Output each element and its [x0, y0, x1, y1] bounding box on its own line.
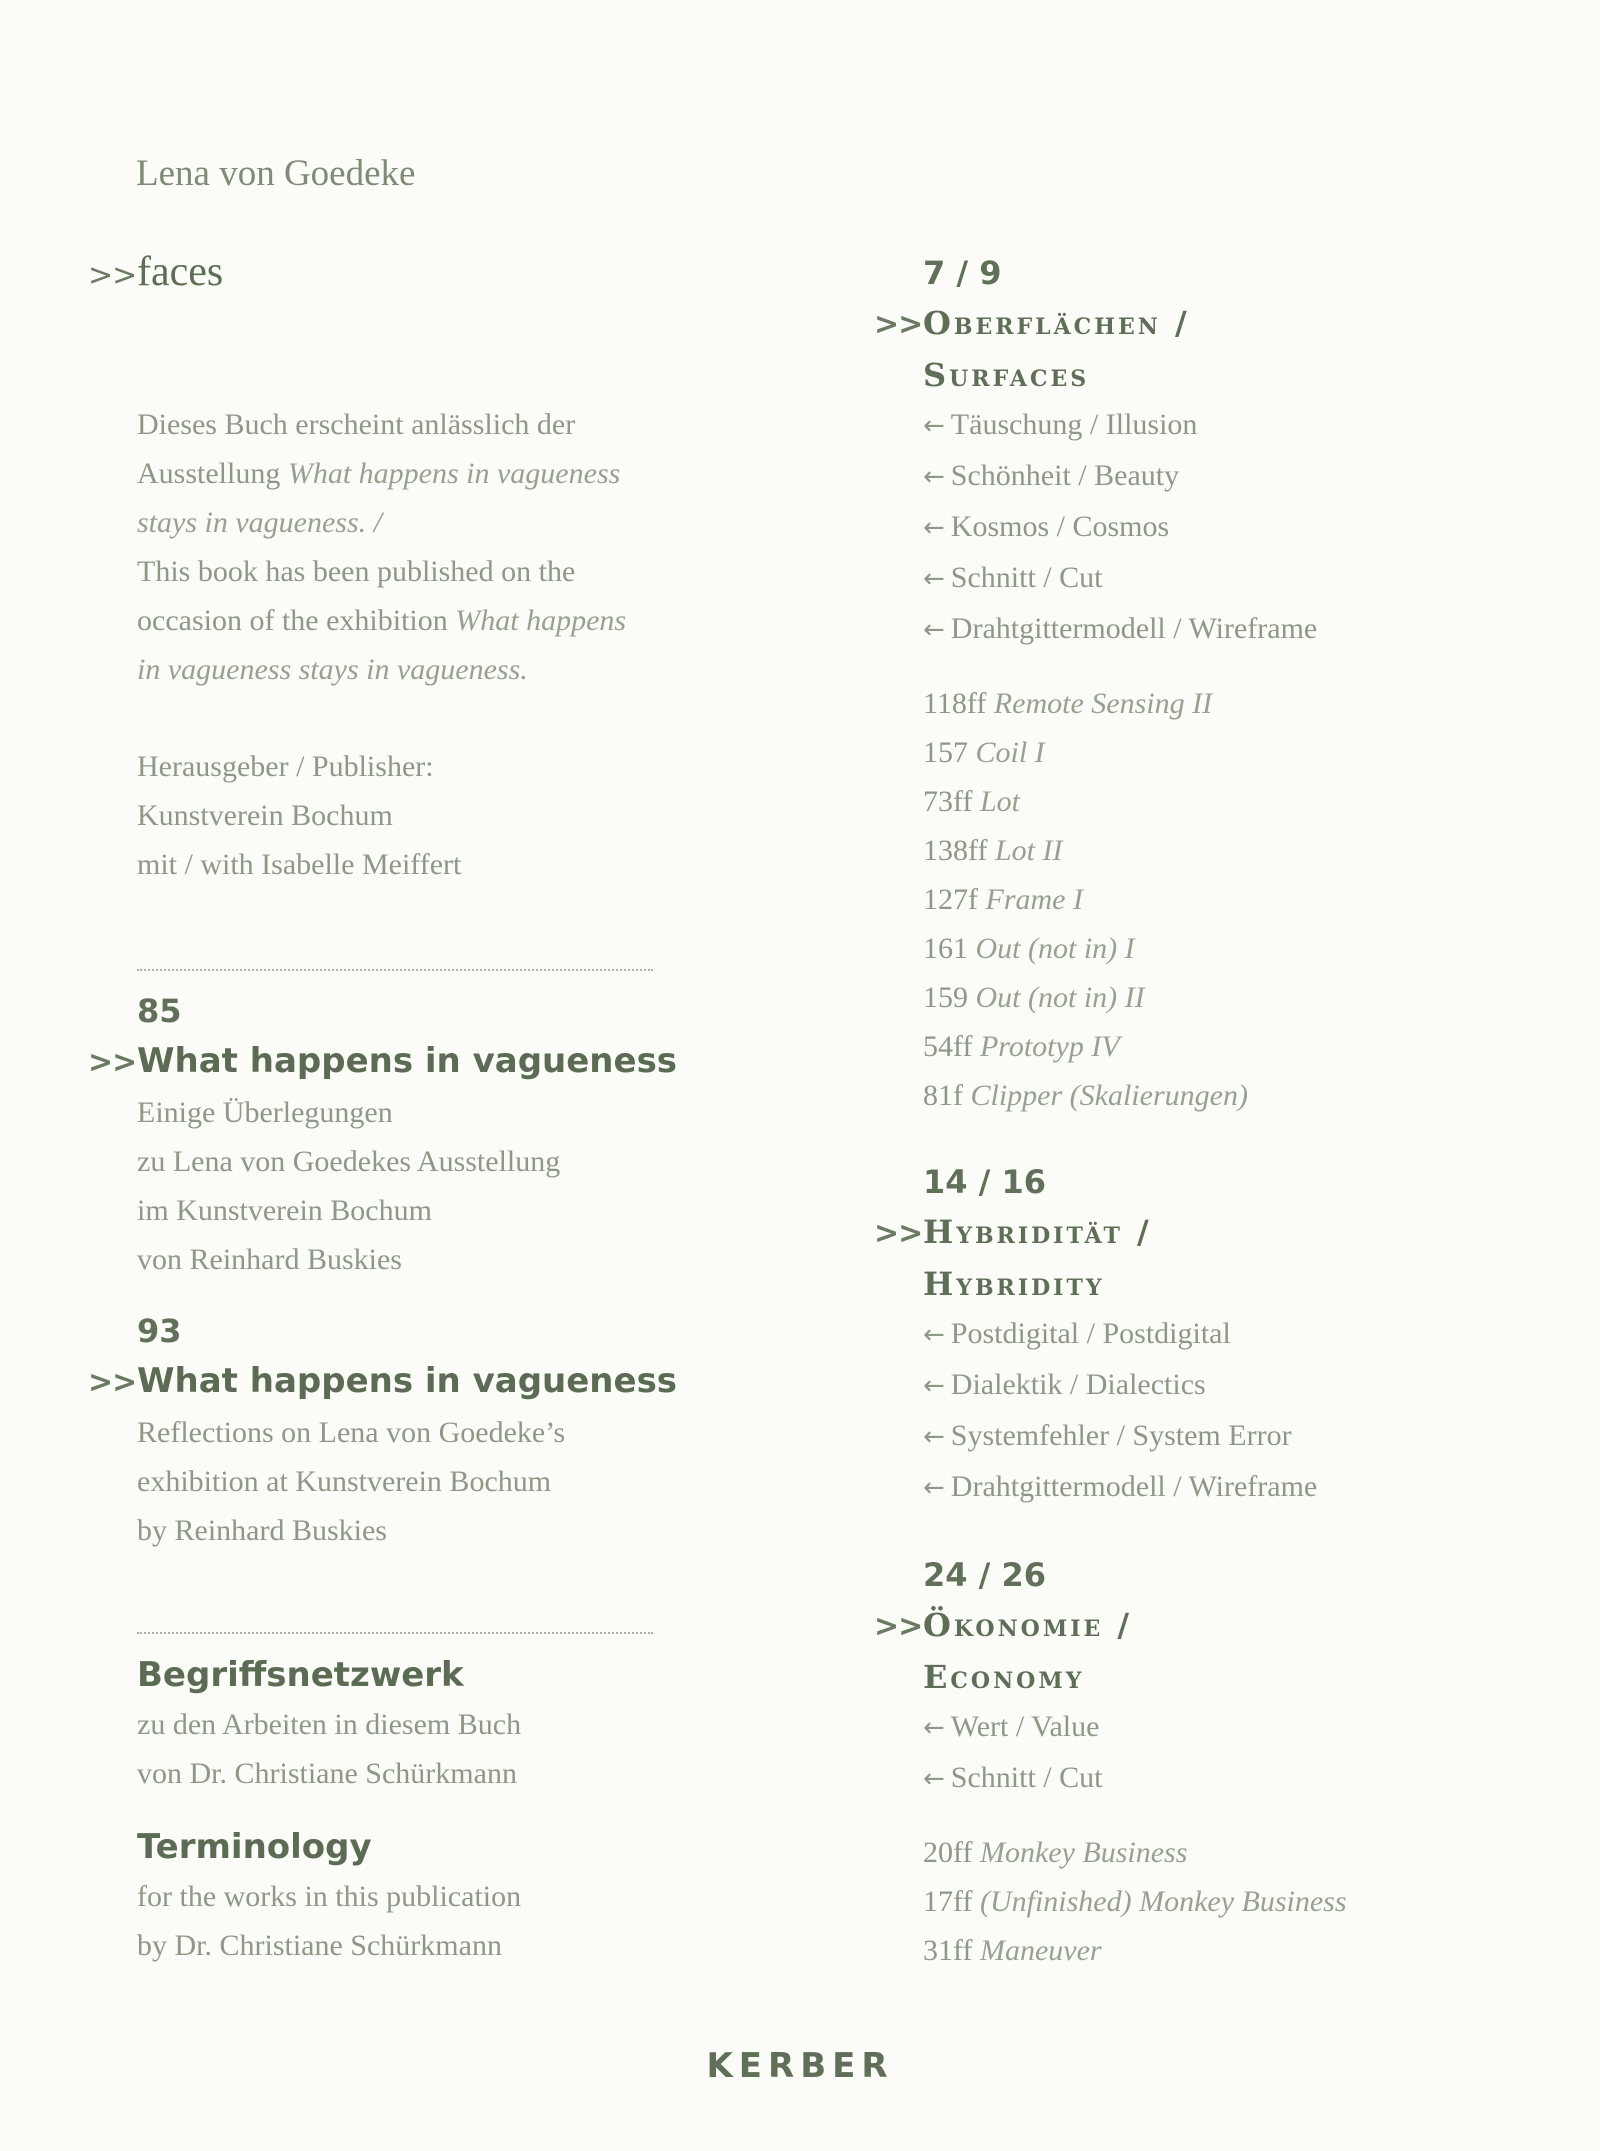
arrow-left-icon: ←	[923, 615, 945, 645]
terminology-line: von Dr. Christiane Schürkmann	[137, 1757, 517, 1790]
section-surfaces	[874, 248, 1534, 1120]
term-link[interactable]: ← Dialektik / Dialectics	[923, 1368, 1206, 1401]
term-link[interactable]: ← Drahtgittermodell / Wireframe	[923, 1470, 1318, 1503]
intro-text	[137, 400, 697, 694]
section-pages: 24 / 26	[923, 1556, 1047, 1594]
intro-line: Dieses Buch erscheint anlässlich der	[137, 408, 576, 441]
work-entry: 31ff Maneuver	[923, 1934, 1102, 1967]
section-title: >>Ökonomie /	[874, 1600, 1534, 1652]
publisher-info	[137, 742, 697, 889]
intro-line: Ausstellung What happens in vagueness	[137, 457, 621, 490]
terminology-en	[88, 1822, 708, 1970]
section-hybridity	[874, 1157, 1534, 1513]
essay-title: >>What happens in vagueness	[88, 1036, 708, 1088]
marker-icon: >>	[874, 1216, 923, 1251]
arrow-left-icon: ←	[923, 1764, 945, 1794]
divider	[88, 969, 653, 971]
publisher-line: mit / with Isabelle Meiffert	[137, 848, 462, 881]
term-link[interactable]: ← Systemfehler / System Error	[923, 1419, 1292, 1452]
section-title: >>Oberflächen /	[874, 298, 1534, 350]
essay-en	[88, 1306, 708, 1555]
arrow-left-icon: ←	[923, 411, 945, 441]
section-title-en: Hybridity	[923, 1265, 1105, 1303]
page-number: 93	[137, 1312, 182, 1350]
marker-icon: >>	[88, 1365, 137, 1400]
work-entry: 159 Out (not in) II	[923, 981, 1145, 1014]
arrow-left-icon: ←	[923, 462, 945, 492]
publisher-line: Kunstverein Bochum	[137, 799, 393, 832]
arrow-left-icon: ←	[923, 513, 945, 543]
essay-title: >>What happens in vagueness	[88, 1356, 708, 1408]
work-entry: 138ff Lot II	[923, 834, 1063, 867]
essay-line: Einige Überlegungen	[137, 1096, 393, 1129]
section-title: >>Hybridität /	[874, 1207, 1534, 1259]
essay-line: im Kunstverein Bochum	[137, 1194, 432, 1227]
work-entry: 161 Out (not in) I	[923, 932, 1135, 965]
publisher-logo: KERBER	[706, 2046, 894, 2086]
arrow-left-icon: ←	[923, 564, 945, 594]
page-number: 85	[137, 992, 182, 1030]
essay-de	[88, 986, 708, 1284]
author-name: Lena von Goedeke	[136, 153, 416, 194]
work-entry: 17ff (Unfinished) Monkey Business	[923, 1885, 1347, 1918]
arrow-left-icon: ←	[923, 1422, 945, 1452]
terminology-de	[88, 1650, 708, 1798]
essay-line: von Reinhard Buskies	[137, 1243, 402, 1276]
divider	[88, 1632, 653, 1634]
work-entry: 20ff Monkey Business	[923, 1836, 1188, 1869]
term-link[interactable]: ← Drahtgittermodell / Wireframe	[923, 612, 1318, 645]
term-link[interactable]: ← Kosmos / Cosmos	[923, 510, 1170, 543]
publisher-line: Herausgeber / Publisher:	[137, 750, 434, 783]
section-title-en: Surfaces	[923, 356, 1090, 394]
work-entry: 73ff Lot	[923, 785, 1020, 818]
terminology-title: Begriffsnetzwerk	[137, 1655, 464, 1695]
intro-line: occasion of the exhibition What happens	[137, 604, 627, 637]
arrow-left-icon: ←	[923, 1320, 945, 1350]
section-title-en: Economy	[923, 1658, 1085, 1696]
essay-line: zu Lena von Goedekes Ausstellung	[137, 1145, 561, 1178]
book-title	[88, 248, 223, 296]
intro-line: in vagueness stays in vagueness.	[137, 653, 528, 686]
term-link[interactable]: ← Postdigital / Postdigital	[923, 1317, 1231, 1350]
intro-line: This book has been published on the	[137, 555, 576, 588]
terminology-line: zu den Arbeiten in diesem Buch	[137, 1708, 522, 1741]
section-pages: 7 / 9	[923, 254, 1002, 292]
marker-icon: >>	[88, 1045, 137, 1080]
term-link[interactable]: ← Wert / Value	[923, 1710, 1100, 1743]
term-link[interactable]: ← Täuschung / Illusion	[923, 408, 1198, 441]
terminology-line: for the works in this publication	[137, 1880, 522, 1913]
marker-icon: >>	[874, 307, 923, 342]
essay-line: Reflections on Lena von Goedeke’s	[137, 1416, 566, 1449]
arrow-left-icon: ←	[923, 1713, 945, 1743]
marker-icon: >>	[874, 1609, 923, 1644]
essay-line: by Reinhard Buskies	[137, 1514, 387, 1547]
work-entry: 54ff Prototyp IV	[923, 1030, 1120, 1063]
terminology-title: Terminology	[137, 1827, 372, 1867]
work-entry: 127f Frame I	[923, 883, 1083, 916]
term-link[interactable]: ← Schnitt / Cut	[923, 1761, 1103, 1794]
section-economy	[874, 1550, 1534, 1975]
work-entry: 118ff Remote Sensing II	[923, 687, 1213, 720]
book-title-text: faces	[137, 249, 224, 295]
marker-icon: >>	[88, 258, 137, 293]
term-link[interactable]: ← Schnitt / Cut	[923, 561, 1103, 594]
essay-line: exhibition at Kunstverein Bochum	[137, 1465, 552, 1498]
work-entry: 157 Coil I	[923, 736, 1045, 769]
arrow-left-icon: ←	[923, 1473, 945, 1503]
work-entry: 81f Clipper (Skalierungen)	[923, 1079, 1248, 1112]
section-pages: 14 / 16	[923, 1163, 1047, 1201]
terminology-line: by Dr. Christiane Schürkmann	[137, 1929, 502, 1962]
intro-line: stays in vagueness. /	[137, 506, 382, 539]
term-link[interactable]: ← Schönheit / Beauty	[923, 459, 1180, 492]
arrow-left-icon: ←	[923, 1371, 945, 1401]
